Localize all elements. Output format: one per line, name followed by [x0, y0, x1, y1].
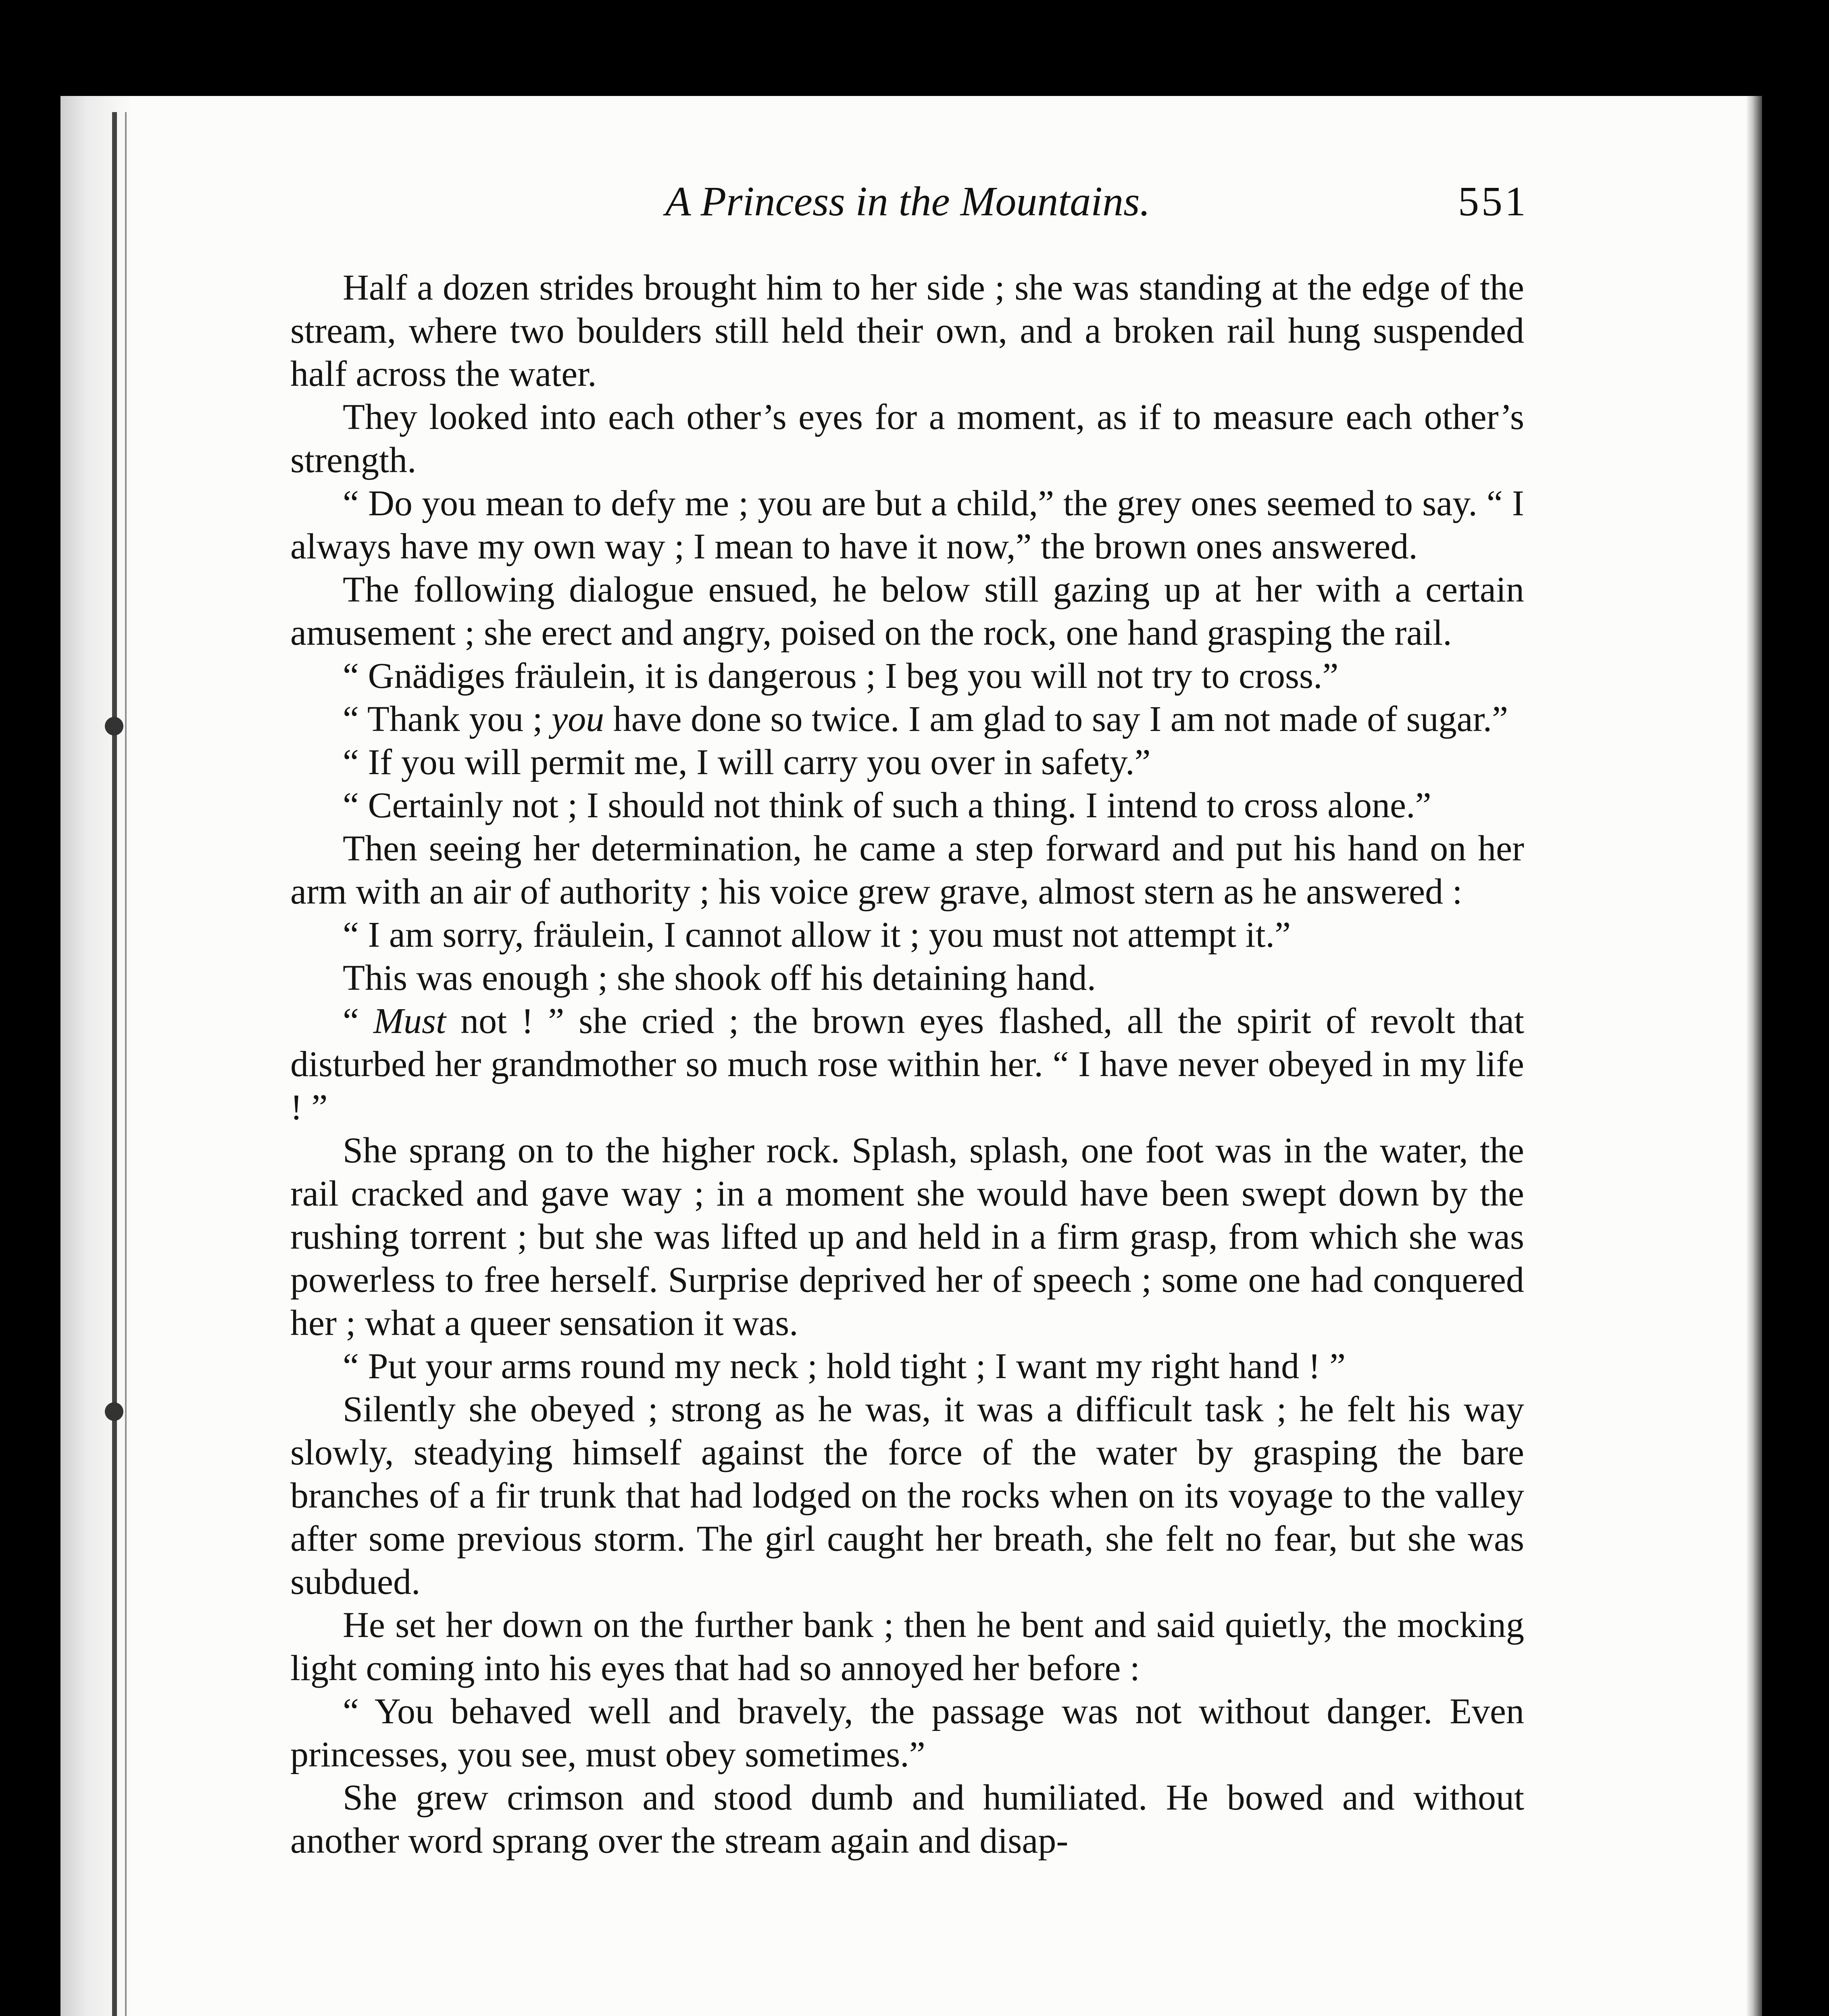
paragraph-text: not ! ” she cried ; the brown eyes flashed, all the spirit of revolt that disturbed her grandmother so much rose within her. “ I have never obeyed in my life ! ” [290, 1001, 1524, 1127]
paragraph: She grew crimson and stood dumb and humiliated. He bowed and without another word sprang over the stream again and disap- [290, 1778, 1524, 1861]
page-right-edge [1746, 96, 1762, 2016]
binding-line-inner [125, 112, 127, 2016]
paragraph [290, 1000, 1524, 1129]
body-text [290, 266, 1524, 1862]
paragraph: “ You behaved well and bravely, the passage was not without danger. Even princesses, you see, must obey sometimes.” [290, 1691, 1524, 1774]
paragraph-text: “ [343, 1001, 374, 1041]
paragraph: “ Do you mean to defy me ; you are but a child,” the grey ones seemed to say. “ I always have my own way ; I mean to have it now,” the brown ones answered. [290, 483, 1524, 566]
paragraph: “ Certainly not ; I should not think of such a thing. I intend to cross alone.” [343, 785, 1431, 825]
paragraph: “ Put your arms round my neck ; hold tight ; I want my right hand ! ” [343, 1346, 1346, 1386]
paragraph: “ If you will permit me, I will carry you over in safety.” [343, 742, 1151, 782]
binding-line [112, 112, 117, 2016]
binding-hole-mark [105, 1402, 123, 1421]
paragraph: She sprang on to the higher rock. Splash, splash, one foot was in the water, the rail cracked and gave way ; in a moment she would have been swept down by the rushing torrent ; but she was lifted up and held in a firm grasp, from which she was powerless to free herself. Surprise deprived her of speech ; some one had conquered her ; what a queer sensation it was. [290, 1131, 1524, 1343]
italic-emphasis: you [552, 699, 604, 739]
page-gutter-shadow [60, 96, 133, 2016]
running-head [605, 177, 1528, 258]
paragraph: “ Gnädiges fräulein, it is dangerous ; I beg you will not try to cross.” [343, 656, 1339, 696]
paragraph: This was enough ; she shook off his detaining hand. [343, 958, 1096, 998]
paragraph [290, 698, 1524, 741]
paragraph: Half a dozen strides brought him to her side ; she was standing at the edge of the stream, where two boulders still held their own, and a broken rail hung suspended half across the water. [290, 268, 1524, 394]
running-title: A Princess in the Mountains. [665, 178, 1150, 225]
paragraph: The following dialogue ensued, he below still gazing up at her with a certain amusement ; she erect and angry, poised on the rock, one hand grasping the rail. [290, 570, 1524, 653]
paragraph-text: “ Thank you ; [343, 699, 552, 739]
paragraph: They looked into each other’s eyes for a moment, as if to measure each other’s strength. [290, 397, 1524, 480]
paragraph: Silently she obeyed ; strong as he was, it was a difficult task ; he felt his way slowly, steadying himself against the force of the water by grasping the bare branches of a fir trunk that had lodged on the rocks when on its voyage to the valley after some previous storm. The girl caught her breath, she felt no fear, but she was subdued. [290, 1389, 1524, 1602]
paragraph: Then seeing her determination, he came a step forward and put his hand on her arm with an air of authority ; his voice grew grave, almost stern as he answered : [290, 829, 1524, 912]
italic-emphasis: Must [373, 1001, 446, 1041]
paragraph: “ I am sorry, fräulein, I cannot allow it ; you must not attempt it.” [343, 915, 1291, 955]
page-number: 551 [1458, 178, 1528, 225]
paragraph: He set her down on the further bank ; then he bent and said quietly, the mocking light coming into his eyes that had so annoyed her before : [290, 1605, 1524, 1688]
paragraph-text: have done so twice. I am glad to say I am not made of sugar.” [604, 699, 1508, 739]
binding-hole-mark [105, 717, 123, 735]
